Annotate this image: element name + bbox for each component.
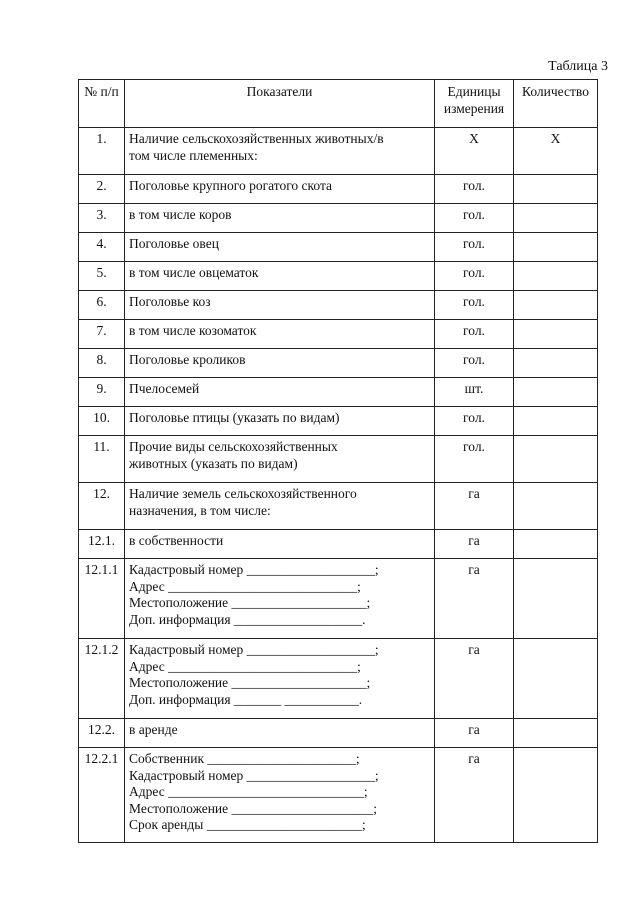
row-quantity[interactable] <box>514 748 598 843</box>
row-unit: га <box>435 559 514 639</box>
indicator-line: в том числе коров <box>129 207 232 222</box>
row-unit: гол. <box>435 175 514 204</box>
row-quantity[interactable]: Х <box>514 128 598 175</box>
row-indicator <box>125 349 435 378</box>
row-indicator <box>125 748 435 843</box>
indicator-line: Адрес _____________________________; <box>129 784 368 799</box>
header-indicator: Показатели <box>125 80 435 128</box>
indicator-line: Срок аренды _______________________; <box>129 817 366 832</box>
row-indicator <box>125 262 435 291</box>
row-quantity[interactable] <box>514 291 598 320</box>
header-qty: Количество <box>514 80 598 128</box>
row-indicator <box>125 639 435 719</box>
indicator-line: Поголовье кроликов <box>129 352 246 367</box>
row-unit: гол. <box>435 320 514 349</box>
table-row <box>79 483 598 530</box>
row-unit: га <box>435 483 514 530</box>
indicator-line: Адрес ____________________________; <box>129 578 361 594</box>
indicator-line: Кадастровый номер ___________________; <box>129 642 379 657</box>
row-number: 11. <box>79 436 125 483</box>
row-number: 4. <box>79 233 125 262</box>
row-quantity[interactable] <box>514 349 598 378</box>
row-indicator <box>125 233 435 262</box>
indicator-line: Кадастровый номер ___________________; <box>129 562 379 577</box>
row-unit: гол. <box>435 233 514 262</box>
indicator-line: Наличие сельскохозяйственных животных/в <box>129 131 384 146</box>
row-quantity[interactable] <box>514 175 598 204</box>
row-quantity[interactable] <box>514 233 598 262</box>
table-row <box>79 559 598 639</box>
row-unit: гол. <box>435 204 514 233</box>
row-indicator <box>125 436 435 483</box>
table-row <box>79 175 598 204</box>
table-row <box>79 530 598 559</box>
row-indicator <box>125 483 435 530</box>
indicator-line: в собственности <box>129 533 224 548</box>
indicator-line: Поголовье птицы (указать по видам) <box>129 410 340 425</box>
row-number: 5. <box>79 262 125 291</box>
row-number: 10. <box>79 407 125 436</box>
row-indicator <box>125 128 435 175</box>
row-indicator <box>125 378 435 407</box>
indicators-table <box>78 79 598 843</box>
row-unit: га <box>435 530 514 559</box>
row-number: 12.1.2 <box>79 639 125 719</box>
table-row <box>79 407 598 436</box>
table-row <box>79 262 598 291</box>
row-quantity[interactable] <box>514 436 598 483</box>
row-number: 12.2. <box>79 719 125 748</box>
table-row <box>79 320 598 349</box>
indicator-line: животных (указать по видам) <box>129 455 298 471</box>
row-quantity[interactable] <box>514 204 598 233</box>
indicator-line: в аренде <box>129 722 178 737</box>
indicator-line: Наличие земель сельскохозяйственного <box>129 486 357 501</box>
row-quantity[interactable] <box>514 639 598 719</box>
row-number: 6. <box>79 291 125 320</box>
row-quantity[interactable] <box>514 262 598 291</box>
row-number: 3. <box>79 204 125 233</box>
row-unit: Х <box>435 128 514 175</box>
row-unit: гол. <box>435 262 514 291</box>
indicator-line: Местоположение ____________________; <box>129 595 371 610</box>
header-unit: Единицы измерения <box>435 80 514 128</box>
row-number: 12.1.1 <box>79 559 125 639</box>
row-quantity[interactable] <box>514 483 598 530</box>
table-row <box>79 639 598 719</box>
header-num: № п/п <box>79 80 125 128</box>
row-indicator <box>125 204 435 233</box>
row-number: 1. <box>79 128 125 175</box>
indicator-line: Кадастровый номер ___________________; <box>129 767 379 783</box>
row-indicator <box>125 291 435 320</box>
indicator-line: Местоположение ____________________; <box>129 675 371 690</box>
indicator-line: Собственник ______________________; <box>129 751 360 766</box>
row-number: 2. <box>79 175 125 204</box>
row-number: 9. <box>79 378 125 407</box>
row-number: 12.2.1 <box>79 748 125 843</box>
row-indicator <box>125 559 435 639</box>
row-indicator <box>125 175 435 204</box>
row-unit: га <box>435 748 514 843</box>
row-unit: га <box>435 719 514 748</box>
table-row <box>79 719 598 748</box>
row-quantity[interactable] <box>514 719 598 748</box>
row-indicator <box>125 719 435 748</box>
table-row <box>79 128 598 175</box>
row-quantity[interactable] <box>514 530 598 559</box>
table-body <box>79 128 598 843</box>
row-quantity[interactable] <box>514 378 598 407</box>
indicator-line: Доп. информация _______ ___________. <box>129 691 363 707</box>
row-quantity[interactable] <box>514 407 598 436</box>
table-row <box>79 436 598 483</box>
row-number: 12.1. <box>79 530 125 559</box>
row-quantity[interactable] <box>514 320 598 349</box>
indicator-line: Доп. информация ___________________. <box>129 611 366 627</box>
indicator-line: том числе племенных: <box>129 147 258 163</box>
row-unit: гол. <box>435 291 514 320</box>
indicator-line: Поголовье овец <box>129 236 219 251</box>
table-row <box>79 291 598 320</box>
table-row <box>79 748 598 843</box>
table-row <box>79 349 598 378</box>
indicator-line: Поголовье крупного рогатого скота <box>129 178 333 193</box>
row-quantity[interactable] <box>514 559 598 639</box>
row-indicator <box>125 407 435 436</box>
indicator-line: Поголовье коз <box>129 294 211 309</box>
table-row <box>79 204 598 233</box>
row-indicator <box>125 320 435 349</box>
indicator-line: Местоположение _____________________; <box>129 800 378 816</box>
row-indicator <box>125 530 435 559</box>
indicator-line: Прочие виды сельскохозяйственных <box>129 439 338 454</box>
row-unit: гол. <box>435 349 514 378</box>
row-number: 8. <box>79 349 125 378</box>
row-unit: гол. <box>435 436 514 483</box>
row-unit: гол. <box>435 407 514 436</box>
table-row <box>79 378 598 407</box>
row-unit: шт. <box>435 378 514 407</box>
table-caption: Таблица 3 <box>548 59 608 74</box>
table-row <box>79 233 598 262</box>
indicator-line: в том числе козоматок <box>129 323 257 338</box>
row-number: 12. <box>79 483 125 530</box>
indicator-line: в том числе овцематок <box>129 265 259 280</box>
row-unit: га <box>435 639 514 719</box>
row-number: 7. <box>79 320 125 349</box>
table-header-row <box>79 80 598 128</box>
indicator-line: назначения, в том числе: <box>129 502 271 518</box>
indicator-line: Адрес ____________________________; <box>129 658 361 674</box>
indicator-line: Пчелосемей <box>129 381 200 396</box>
